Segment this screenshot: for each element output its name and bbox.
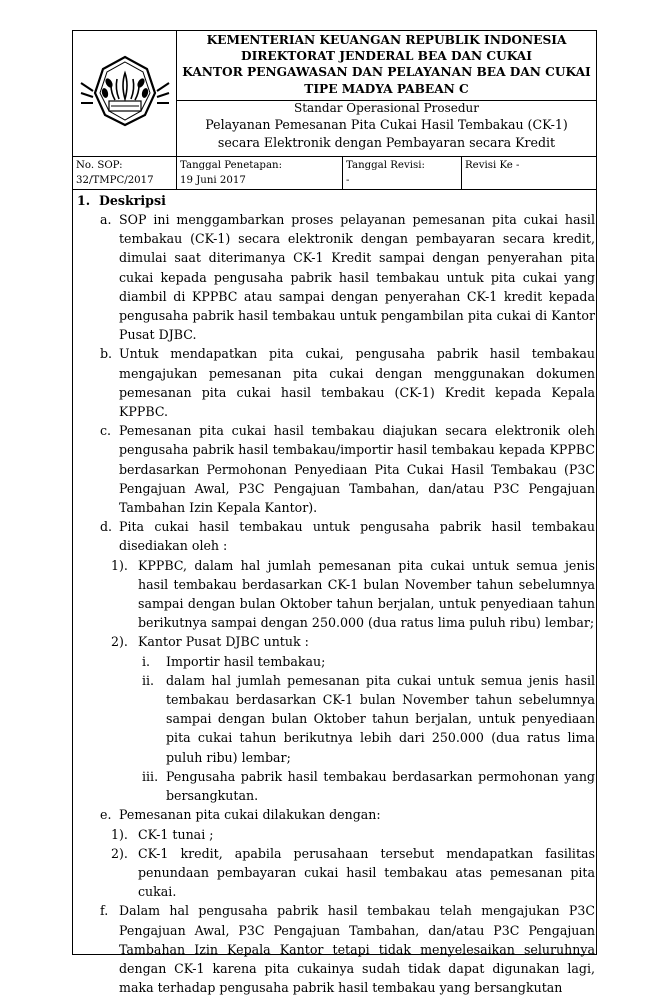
list-item	[77, 344, 595, 421]
section-number: 1.	[77, 193, 91, 208]
list-item	[77, 901, 595, 997]
list-item-text: Pemesanan pita cukai dilakukan dengan:	[119, 807, 381, 823]
tanggal-penetapan-cell	[177, 157, 343, 189]
list-item-label: 2).	[111, 634, 128, 650]
list-item	[77, 632, 595, 651]
sop-title-line-2: secara Elektronik dengan Pembayaran secara Kredit	[217, 134, 556, 150]
organization-name	[177, 31, 596, 101]
list-item-text: Pengusaha pabrik hasil tembakau berdasarkan permohonan yang bersangkutan.	[166, 768, 595, 804]
list-item	[77, 652, 595, 671]
list-item	[77, 767, 595, 805]
list-item-text: Untuk mendapatkan pita cukai, pengusaha pabrik hasil tembakau mengajukan pemesanan pita cukai dengan menggunakan dokumen pemesanan pita cukai hasil tembakau (CK-1) Kredit kepada Kepala KPPBC.	[119, 346, 595, 420]
sop-title-line-1: Pelayanan Pemesanan Pita Cukai Hasil Tembakau (CK-1)	[205, 117, 568, 132]
document-header	[73, 31, 596, 156]
no-sop-cell	[73, 157, 177, 189]
sop-heading	[177, 101, 596, 156]
org-line-1: KEMENTERIAN KEUANGAN REPUBLIK INDONESIA	[206, 33, 567, 47]
tanggal-revisi-value: -	[346, 175, 350, 186]
list-item-text: CK-1 kredit, apabila perusahaan tersebut mendapatkan fasilitas penundaan pembayaran cukai hasil tembakau atas pemesanan pita cukai.	[138, 845, 595, 900]
section-title: Deskripsi	[99, 193, 166, 208]
kemenkeu-logo-icon	[79, 53, 171, 133]
list-item-label: f.	[100, 903, 109, 919]
list-item-label: c.	[100, 423, 112, 439]
list-item-text: Pemesanan pita cukai hasil tembakau diajukan secara elektronik oleh pengusaha pabrik hasil tembakau/importir hasil tembakau kepada KPPBC berdasarkan Permohonan Penyediaan Pita Cukai Hasil Tembakau (P3C Pengajuan Awal, P3C Pengajuan Tambahan, dan/atau P3C Pengajuan Tambahan Izin Kepala Kantor).	[119, 423, 595, 516]
tanggal-revisi-cell	[343, 157, 462, 189]
list-item-label: d.	[100, 519, 113, 535]
org-line-4: TIPE MADYA PABEAN C	[304, 81, 469, 96]
logo-cell	[73, 31, 177, 156]
tanggal-revisi-label: Tanggal Revisi:	[346, 160, 425, 171]
no-sop-value: 32/TMPC/2017	[76, 175, 154, 186]
list-item-label: a.	[100, 212, 112, 227]
list-item	[77, 671, 595, 767]
list-item	[77, 210, 595, 344]
sop-label: Standar Operasional Prosedur	[293, 101, 480, 115]
list-item-text: Kantor Pusat DJBC untuk :	[138, 634, 309, 650]
list-item	[77, 805, 595, 824]
list-item	[77, 825, 595, 844]
list-item-text: dalam hal jumlah pemesanan pita cukai untuk semua jenis hasil tembakau berdasarkan CK-1 bulan November tahun sebelumnya sampai dengan bulan Oktober tahun berjalan, untuk penyediaan pita cukai tahun berikutnya lebih dari 250.000 (dua ratus lima puluh ribu) lembar;	[166, 672, 595, 765]
list-item	[77, 556, 595, 633]
list-item	[77, 421, 595, 517]
revisi-ke-label: Revisi Ke -	[465, 160, 520, 171]
revisi-ke-cell	[462, 157, 596, 189]
list-item-text: Importir hasil tembakau;	[166, 653, 326, 669]
tanggal-penetapan-label: Tanggal Penetapan:	[180, 160, 283, 171]
list-item-text: Pita cukai hasil tembakau untuk pengusaha pabrik hasil tembakau disediakan oleh :	[119, 519, 595, 554]
document-body	[77, 191, 595, 997]
list-item-text: KPPBC, dalam hal jumlah pemesanan pita cukai untuk semua jenis hasil tembakau berdasarkan CK-1 bulan November tahun sebelumnya sampai dengan bulan Oktober tahun berjalan, untuk penyediaan tahun berikutnya sampai dengan 250.000 (dua ratus lima puluh ribu) lembar;	[138, 557, 595, 631]
list-item-text: Dalam hal pengusaha pabrik hasil tembakau telah mengajukan P3C Pengajuan Awal, P3C Pengajuan Tambahan, dan/atau P3C Pengajuan Tambahan Izin Kepala Kantor tetapi tidak menyelesaikan seluruhnya dengan CK-1 karena pita cukainya sudah tidak dapat digunakan lagi, maka terhadap pengusaha pabrik hasil tembakau yang bersangkutan	[119, 903, 595, 996]
list-item	[77, 844, 595, 902]
list-item	[77, 517, 595, 555]
org-line-2: DIREKTORAT JENDERAL BEA DAN CUKAI	[241, 49, 532, 64]
list-item-label: e.	[100, 807, 112, 823]
list-item-label: i.	[142, 653, 151, 669]
tanggal-penetapan-value: 19 Juni 2017	[180, 175, 246, 186]
no-sop-label: No. SOP:	[76, 160, 123, 171]
list-item-label: ii.	[142, 672, 155, 688]
org-line-3: KANTOR PENGAWASAN DAN PELAYANAN BEA DAN CUKAI	[182, 65, 591, 80]
section-heading	[77, 191, 595, 210]
list-item-text: SOP ini menggambarkan proses pelayanan pemesanan pita cukai hasil tembakau (CK-1) secara elektronik dengan pembayaran secara kredit, dimulai saat diterimanya CK-1 Kredit sampai dengan penyerahan pita cukai kepada pengusaha pabrik hasil tembakau untuk pita cukai yang diambil di KPPBC atau sampai dengan penyerahan CK-1 kredit kepada pengusaha pabrik hasil tembakau untuk pengambilan pita cukai di Kantor Pusat DJBC.	[119, 212, 595, 343]
list-item-label: 1).	[111, 826, 128, 842]
sop-meta-row	[73, 156, 596, 190]
list-item-label: 1).	[111, 557, 128, 573]
list-item-label: iii.	[142, 768, 159, 784]
sop-document	[72, 30, 597, 996]
list-item-label: b.	[100, 346, 113, 362]
list-item-label: 2).	[111, 845, 128, 861]
list-item-text: CK-1 tunai ;	[138, 826, 214, 842]
